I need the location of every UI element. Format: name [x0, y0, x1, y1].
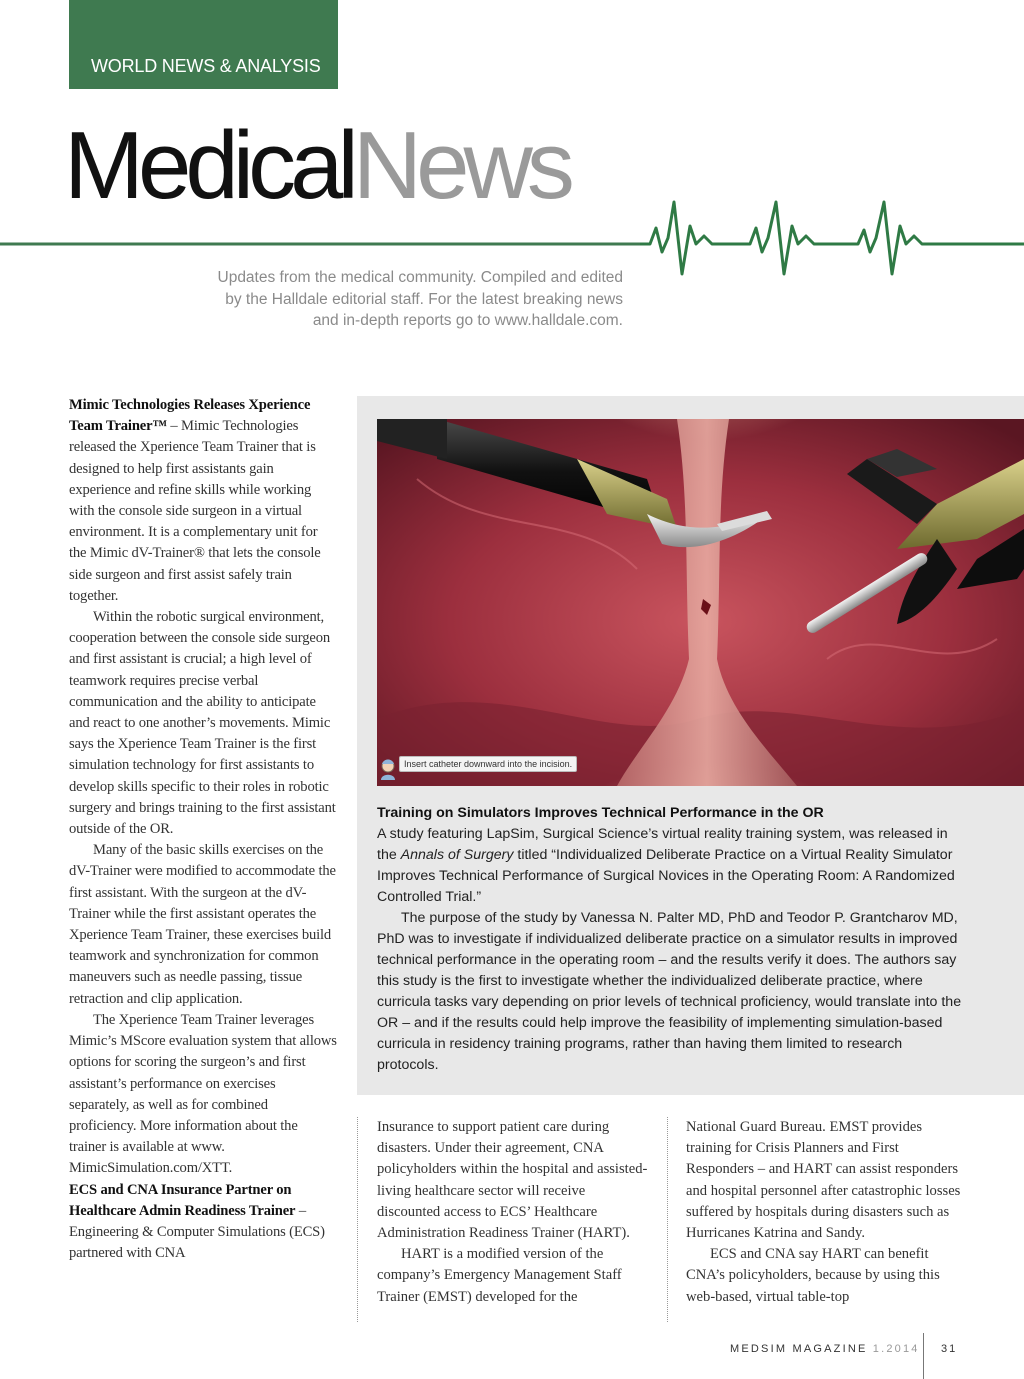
- footer-divider: [923, 1333, 924, 1379]
- column-divider: [667, 1117, 668, 1322]
- right-paragraph-2: ECS and CNA say HART can benefit CNA’s policyholders, because by using this web-based, virtual table-top: [686, 1246, 940, 1305]
- feature-article: [377, 803, 967, 1076]
- column-divider: [357, 1117, 358, 1322]
- image-instruction-caption: Insert catheter downward into the incision.: [399, 756, 577, 772]
- magazine-name: MEDSIM MAGAZINE: [730, 1343, 868, 1355]
- journal-name: Annals of Surgery: [400, 847, 514, 863]
- masthead-news: News: [352, 112, 569, 219]
- right-column: [686, 1117, 961, 1308]
- middle-paragraph-2: HART is a modified version of the company’s Emergency Management Staff Trainer (EMST) developed for the: [377, 1246, 622, 1305]
- feature-title: Training on Simulators Improves Technical Performance in the OR: [377, 805, 824, 821]
- masthead-medical: Medical: [64, 112, 353, 219]
- surgery-illustration: [377, 419, 1024, 786]
- intro-line: Updates from the medical community. Compiled and edited: [217, 269, 623, 286]
- right-paragraph-1: National Guard Bureau. EMST provides training for Crisis Planners and First Responders – and HART can assist responders and hospital personnel after catastrophic losses suffered by hospitals during disasters such as Hurricanes Katrina and Sandy.: [686, 1119, 961, 1242]
- story1-lede: – Mimic Technologies released the Xperience Team Trainer that is designed to help first assistants gain experience and refine skills while working with the console side surgeon in a virtual environment. It is a complementary unit for the Mimic dV-Trainer® that lets the console side surgeon and first assist safely train together.: [69, 418, 321, 604]
- story2-paragraph: [69, 1180, 337, 1265]
- surgical-simulation-image: [377, 419, 1024, 786]
- section-tab: WORLD NEWS & ANALYSIS: [69, 0, 338, 89]
- intro-line: and in-depth reports go to www.halldale.com.: [312, 312, 623, 329]
- story1-paragraph-2: Within the robotic surgical environment, cooperation between the console side surgeon and first assistant is crucial; a high level of teamwork requires precise verbal communication and the ability to anticipate and react to one another’s movements. Mimic says the Xperience Team Trainer is the first simulation technology for first assistants to develop skills specific to their roles in robotic surgery and brings training to the first assistant outside of the OR.: [69, 609, 336, 838]
- story2-headline: ECS and CNA Insurance Partner on Healthcare Admin Readiness Trainer: [69, 1181, 296, 1219]
- story2-lede: – Engineering & Computer Simulations (ECS) partnered with CNA: [69, 1202, 325, 1262]
- left-column: [69, 395, 337, 1264]
- intro-text: [180, 267, 623, 332]
- story1-paragraph: [69, 395, 337, 607]
- story1-paragraph-3: Many of the basic skills exercises on the dV-Trainer were modified to accommodate the first assistant. With the surgeon at the dV-Trainer while the first assistant operates the Xperience Team Trainer, these exercises build teamwork and synchronization for common maneuvers such as needle passing, tissue retraction and clip application.: [69, 842, 336, 1007]
- middle-paragraph-1: Insurance to support patient care during disasters. Under their agreement, CNA policyholders within the hospital and assisted-living healthcare sector will receive discounted access to ECS’ Healthcare Administration Readiness Trainer (HART).: [377, 1119, 648, 1242]
- feature-paragraph-1: [377, 824, 967, 908]
- issue-number: 1.2014: [872, 1343, 920, 1355]
- page-number: 31: [941, 1343, 958, 1355]
- middle-column: [377, 1117, 652, 1308]
- footer-magazine: [730, 1343, 920, 1355]
- avatar-icon: [379, 758, 397, 780]
- story1-headline: Mimic Technologies Releases Xperience Team Trainer™: [69, 397, 311, 435]
- feature-text-run: A study featuring LapSim, Surgical Science’s virtual reality training system, was released in the: [377, 826, 948, 863]
- intro-line: by the Halldale editorial staff. For the latest breaking news: [225, 290, 623, 308]
- story1-paragraph-4: The Xperience Team Trainer leverages Mimic’s MScore evaluation system that allows options for scoring the surgeon’s and first assistant’s performance on exercises separately, as well as for combined proficiency. More information about the trainer is available at www. MimicSimulation.com/XTT.: [69, 1011, 337, 1177]
- feature-paragraph-2: The purpose of the study by Vanessa N. Palter MD, PhD and Teodor P. Grantcharov MD, PhD was to investigate if individualized deliberate practice on a simulator results in improved technical performance in the operating room – and the results verify it does. The authors say this study is the first to investigate whether the individualized deliberate practice, where curricula tasks vary depending on prior levels of technical proficiency, would translate into the OR – and if the results could help improve the feasibility of implementing simulation-based curricula in residency training programs, rather than having them limited to research protocols.: [377, 910, 962, 1073]
- feature-text-run: titled “Individualized Deliberate Practice on a Virtual Reality Simulator Improves Technical Performance of Surgical Novices in the Operating Room: A Randomized Controlled Trial.”: [377, 847, 955, 905]
